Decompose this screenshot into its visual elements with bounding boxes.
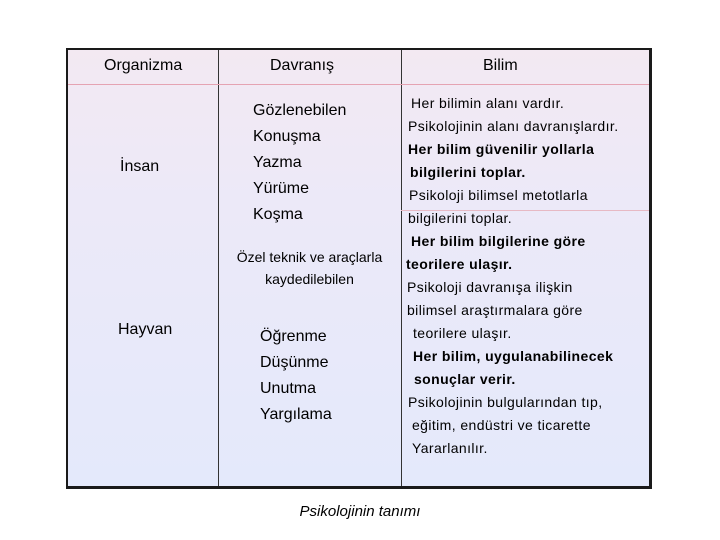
slide-caption: Psikolojinin tanımı	[299, 503, 421, 520]
hayvan-behavior-list	[260, 324, 332, 428]
bilim-line: bilimsel araştırmalara göre	[407, 302, 583, 318]
behavior-item: Yargılama	[260, 406, 332, 423]
bilim-line: bilgilerini toplar.	[408, 210, 513, 226]
behavior-item: Yürüme	[253, 180, 310, 197]
note-line: kaydedilebilen	[265, 271, 354, 287]
bilim-line: Psikolojinin alanı davranışlardır.	[408, 118, 619, 134]
header-davranis: Davranış	[270, 57, 335, 74]
insan-behavior-list	[253, 98, 346, 228]
bilim-line: Her bilimin alanı vardır.	[411, 95, 565, 111]
note-line: Özel teknik ve araçlarla	[236, 249, 383, 265]
bilim-line: teorilere ulaşır.	[413, 325, 512, 341]
definition-table	[66, 48, 652, 489]
header-organizma: Organizma	[104, 57, 183, 74]
bilim-line: sonuçlar verir.	[414, 371, 516, 387]
bilim-line: Her bilim güvenilir yollarla	[408, 141, 595, 157]
bilim-line: Her bilim bilgilerine göre	[411, 233, 586, 249]
bilim-line: teorilere ulaşır.	[406, 256, 513, 272]
behavior-item: Düşünme	[260, 354, 329, 371]
bilim-line: Yararlanılır.	[412, 440, 488, 456]
behavior-item: Koşma	[253, 206, 303, 223]
header-bilim: Bilim	[483, 57, 518, 74]
behavior-item: Gözlenebilen	[253, 102, 347, 119]
organism-insan: İnsan	[120, 158, 160, 175]
bilim-line: Psikoloji davranışa ilişkin	[407, 279, 573, 295]
bilim-text-column	[406, 92, 619, 460]
organism-hayvan: Hayvan	[118, 321, 173, 338]
behavior-item: Yazma	[253, 154, 302, 171]
special-recording-note	[218, 246, 401, 290]
column-divider	[401, 50, 402, 486]
behavior-item: Öğrenme	[260, 328, 327, 345]
bilim-line: Psikolojinin bulgularından tıp,	[408, 394, 603, 410]
bilim-line: Psikoloji bilimsel metotlarla	[409, 187, 588, 203]
header-divider	[68, 84, 652, 85]
behavior-item: Unutma	[260, 380, 317, 397]
bilim-line: Her bilim, uygulanabilinecek	[413, 348, 614, 364]
bilim-line: bilgilerini toplar.	[410, 164, 526, 180]
behavior-item: Konuşma	[253, 128, 321, 145]
bilim-line: eğitim, endüstri ve ticarette	[412, 417, 591, 433]
